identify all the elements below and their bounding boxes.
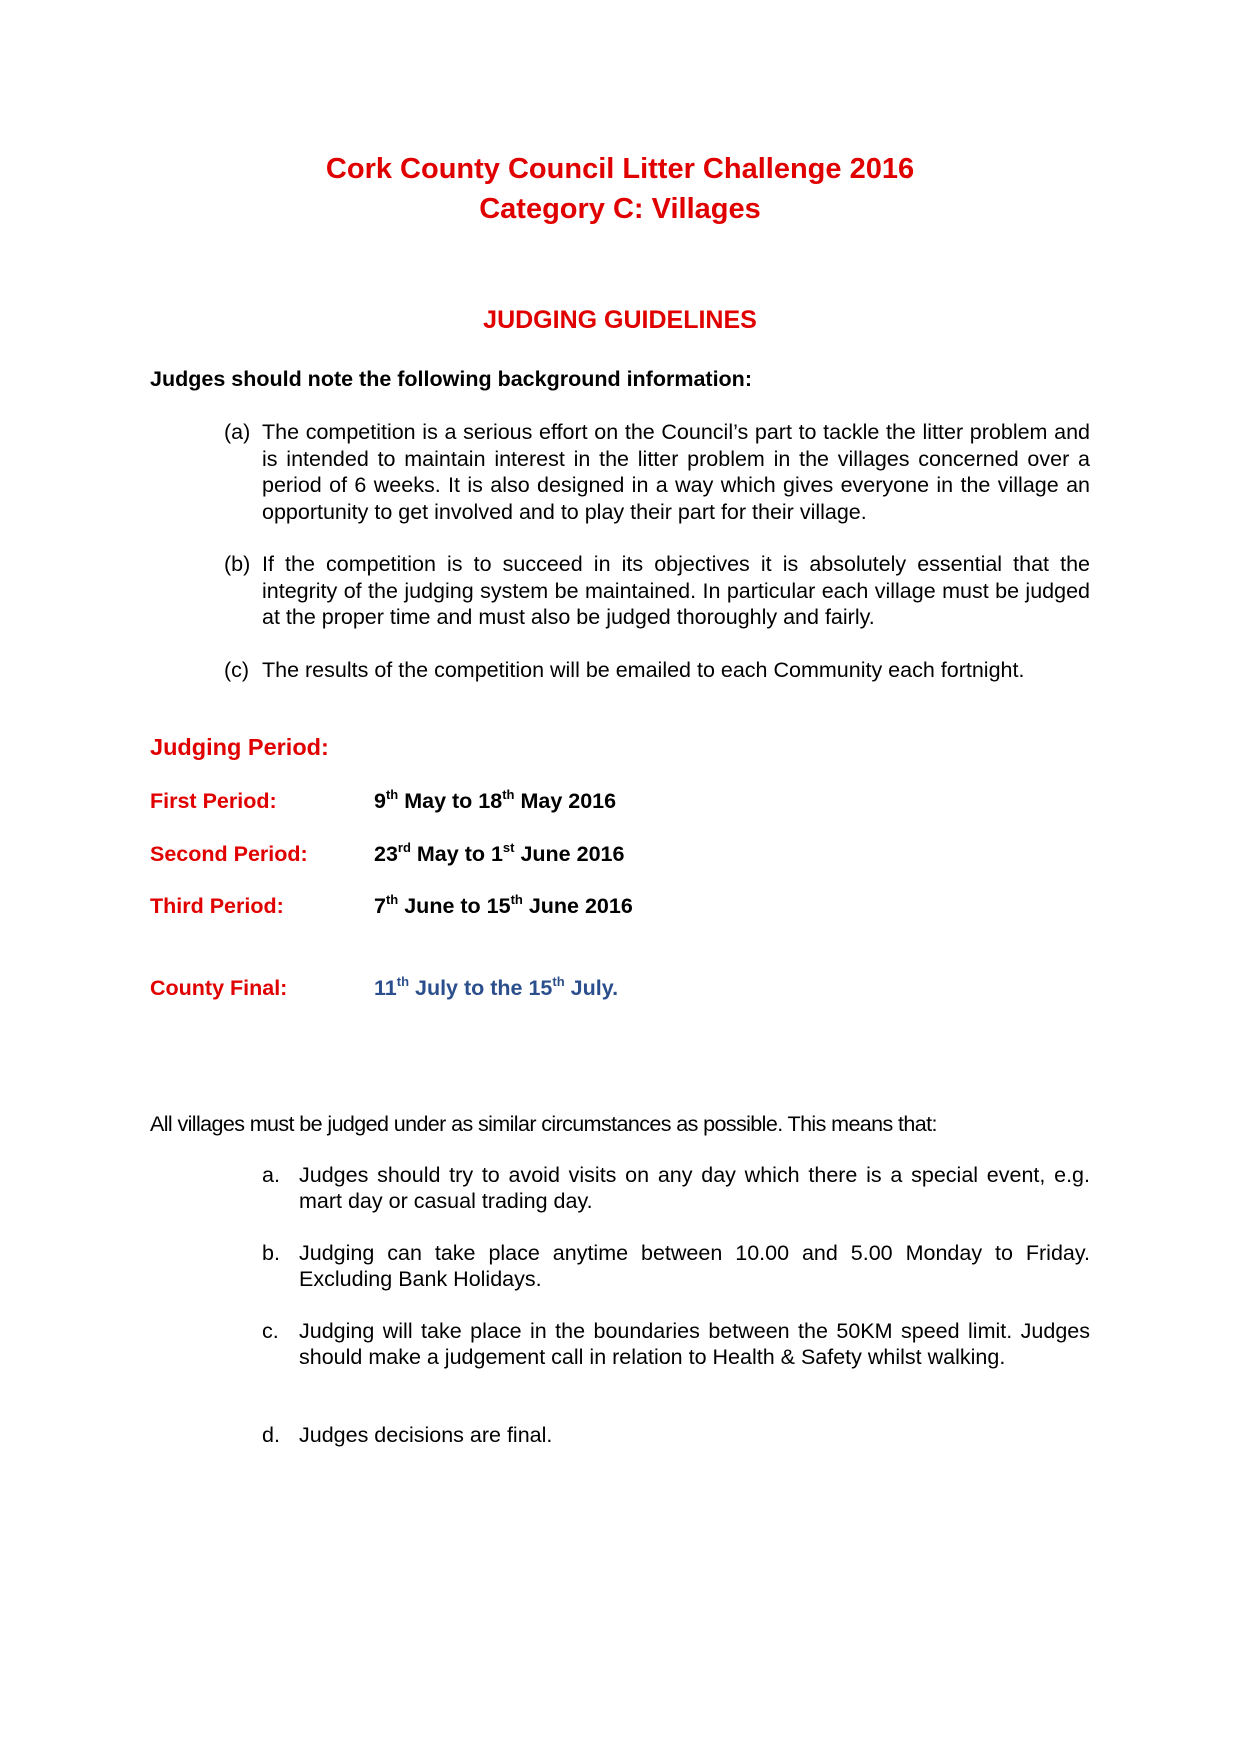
rule-item (262, 1318, 1090, 1370)
item-text: The competition is a serious effort on the Council’s part to tackle the litter problem and is intended to maintain interest in the litter problem in the villages concerned over a period of 6 weeks. It is also designed in a way which gives everyone in the village an opportunity to get involved and to play their part for their village. (262, 420, 1090, 524)
period-dates: 9th May to 18th May 2016 (374, 787, 617, 813)
rule-text: Judging can take place anytime between 10.00 and 5.00 Monday to Friday. Excluding Bank Holidays. (299, 1241, 1090, 1291)
period-dates: 7th June to 15th June 2016 (374, 892, 633, 918)
rule-item (262, 1240, 1090, 1292)
item-label: (a) (224, 420, 251, 444)
judging-period-heading: Judging Period: (150, 734, 329, 760)
period-label: Third Period: (150, 894, 284, 918)
background-item (224, 551, 1090, 631)
rule-marker: a. (262, 1163, 280, 1187)
background-heading: Judges should note the following background information: (150, 367, 752, 391)
rule-marker: d. (262, 1423, 280, 1447)
rule-marker: c. (262, 1319, 279, 1343)
rule-item (262, 1162, 1090, 1214)
section-title: JUDGING GUIDELINES (483, 306, 757, 334)
item-text: If the competition is to succeed in its objectives it is absolutely essential that the integrity of the judging system be maintained. In particular each village must be judged at the proper time and must also be judged thoroughly and fairly. (262, 552, 1090, 629)
rule-text: Judging will take place in the boundaries between the 50KM speed limit. Judges should make a judgement call in relation to Health & Safety whilst walking. (299, 1319, 1090, 1369)
rule-item (262, 1422, 1090, 1448)
rule-text: Judges should try to avoid visits on any day which there is a special event, e.g. mart day or casual trading day. (299, 1163, 1090, 1213)
period-label: County Final: (150, 976, 288, 1000)
rules-intro: All villages must be judged under as similar circumstances as possible. This means that: (150, 1112, 937, 1136)
item-text: The results of the competition will be emailed to each Community each fortnight. (262, 658, 1025, 682)
item-label: (b) (224, 552, 251, 576)
document-title: Cork County Council Litter Challenge 2016 (325, 153, 915, 185)
rule-marker: b. (262, 1241, 280, 1265)
background-item (224, 419, 1090, 525)
background-item (224, 657, 1090, 684)
period-dates: 11th July to the 15th July. (374, 974, 619, 1000)
period-label: First Period: (150, 789, 277, 813)
document-subtitle: Category C: Villages (479, 193, 761, 225)
rule-text: Judges decisions are final. (299, 1423, 553, 1447)
period-label: Second Period: (150, 842, 308, 866)
item-label: (c) (224, 658, 250, 682)
period-dates: 23rd May to 1st June 2016 (374, 840, 625, 866)
